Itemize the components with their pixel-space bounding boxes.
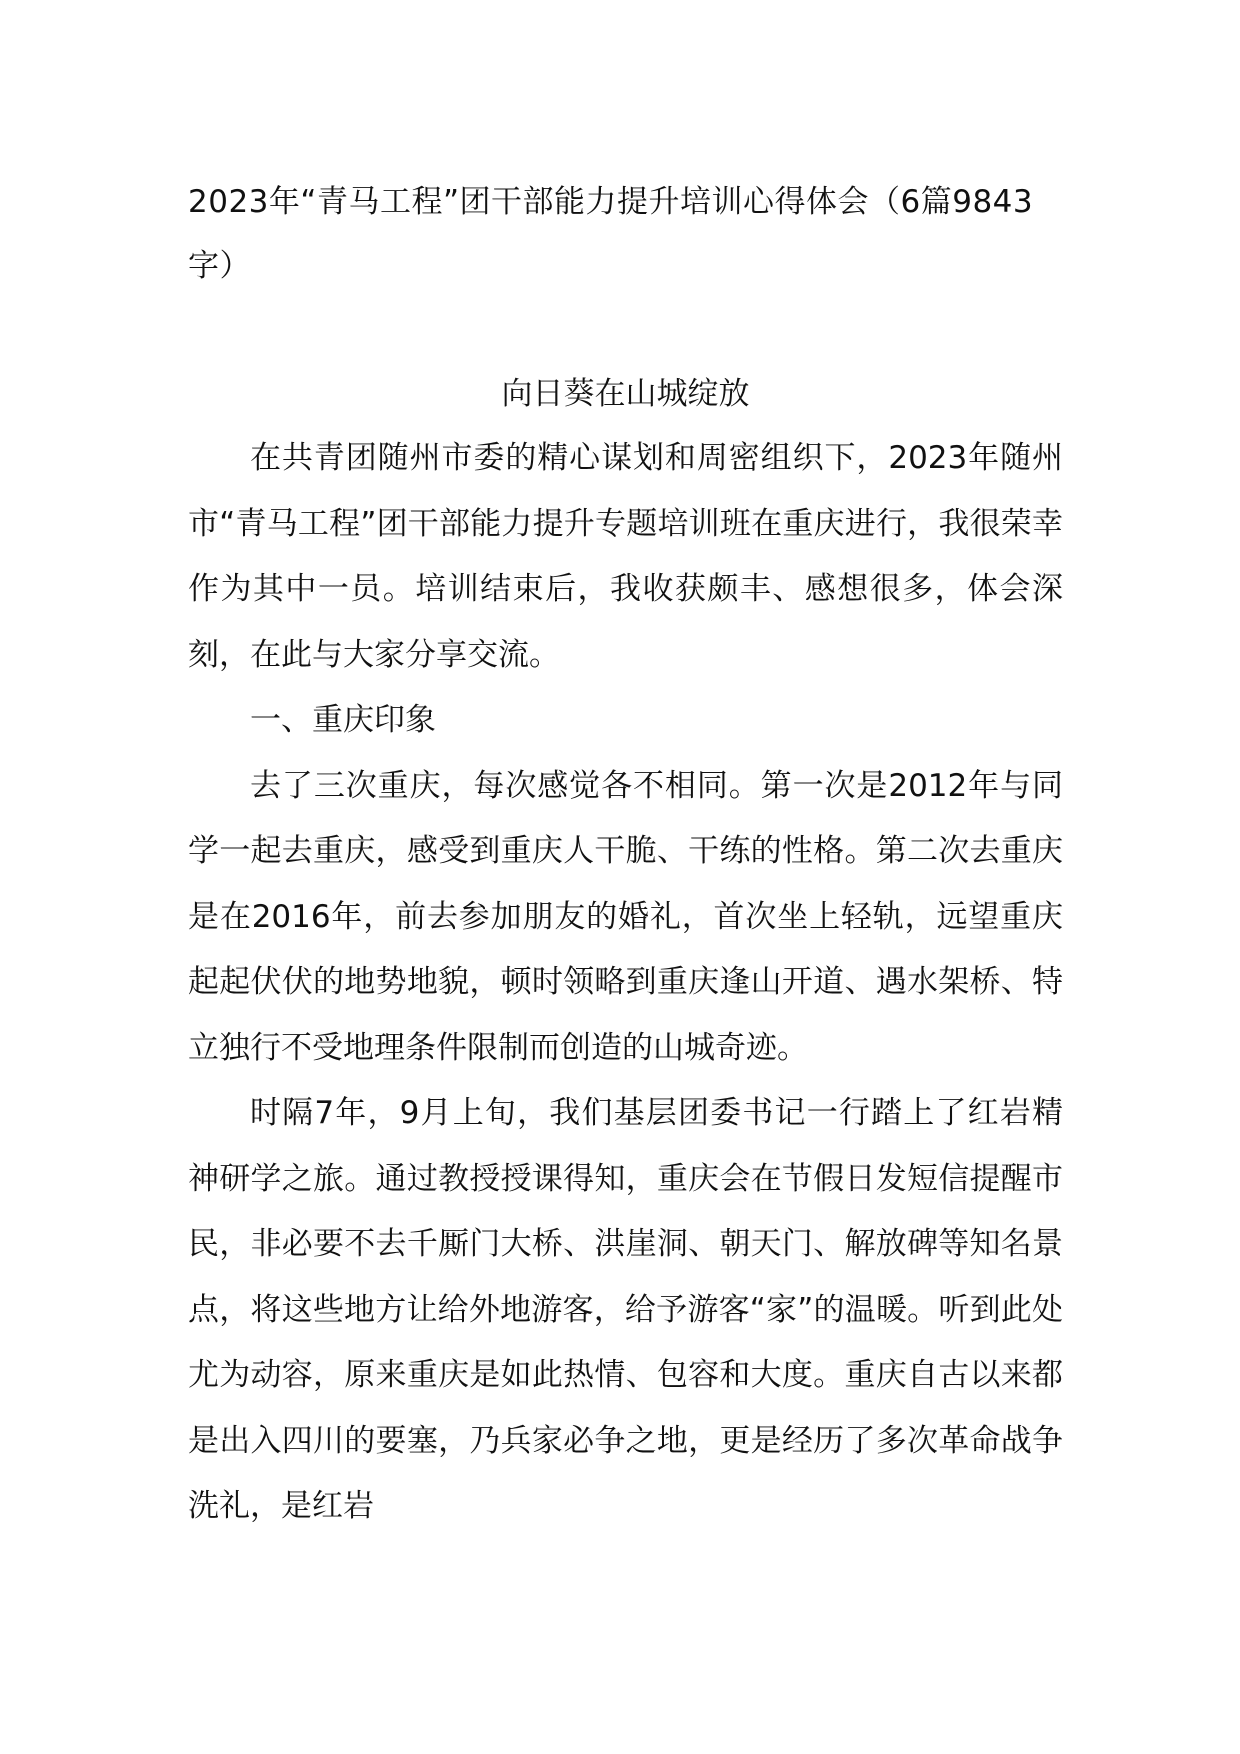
- document-title: 2023年“青马工程”团干部能力提升培训心得体会（6篇9843字）: [188, 184, 1034, 284]
- paragraph-impressions: 去了三次重庆，每次感觉各不相同。第一次是2012年与同学一起去重庆，感受到重庆人干脆、干练的性格。第二次去重庆是在2016年，前去参加朋友的婚礼，首次坐上轻轨，远望重庆起起伏伏的地势地貌，顿时领略到重庆逢山开道、遇水架桥、特立独行不受地理条件限制而创造的山城奇迹。: [188, 767, 1063, 1066]
- article-body: [188, 426, 1063, 1540]
- paragraph-intro: 在共青团随州市委的精心谋划和周密组织下，2023年随州市“青马工程”团干部能力提升专题培训班在重庆进行，我很荣幸作为其中一员。培训结束后，我收获颇丰、感想很多，体会深刻，在此与大家分享交流。: [188, 440, 1063, 673]
- article-title: 向日葵在山城绽放: [501, 376, 750, 412]
- section-heading: 一、重庆印象: [250, 702, 436, 738]
- paragraph-study-trip: 时隔7年，9月上旬，我们基层团委书记一行踏上了红岩精神研学之旅。通过教授授课得知，重庆会在节假日发短信提醒市民，非必要不去千厮门大桥、洪崖洞、朝天门、解放碑等知名景点，将这些地方让给外地游客，给予游客“家”的温暖。听到此处尤为动容，原来重庆是如此热情、包容和大度。重庆自古以来都是出入四川的要塞，乃兵家必争之地，更是经历了多次革命战争洗礼，是红岩: [188, 1095, 1063, 1524]
